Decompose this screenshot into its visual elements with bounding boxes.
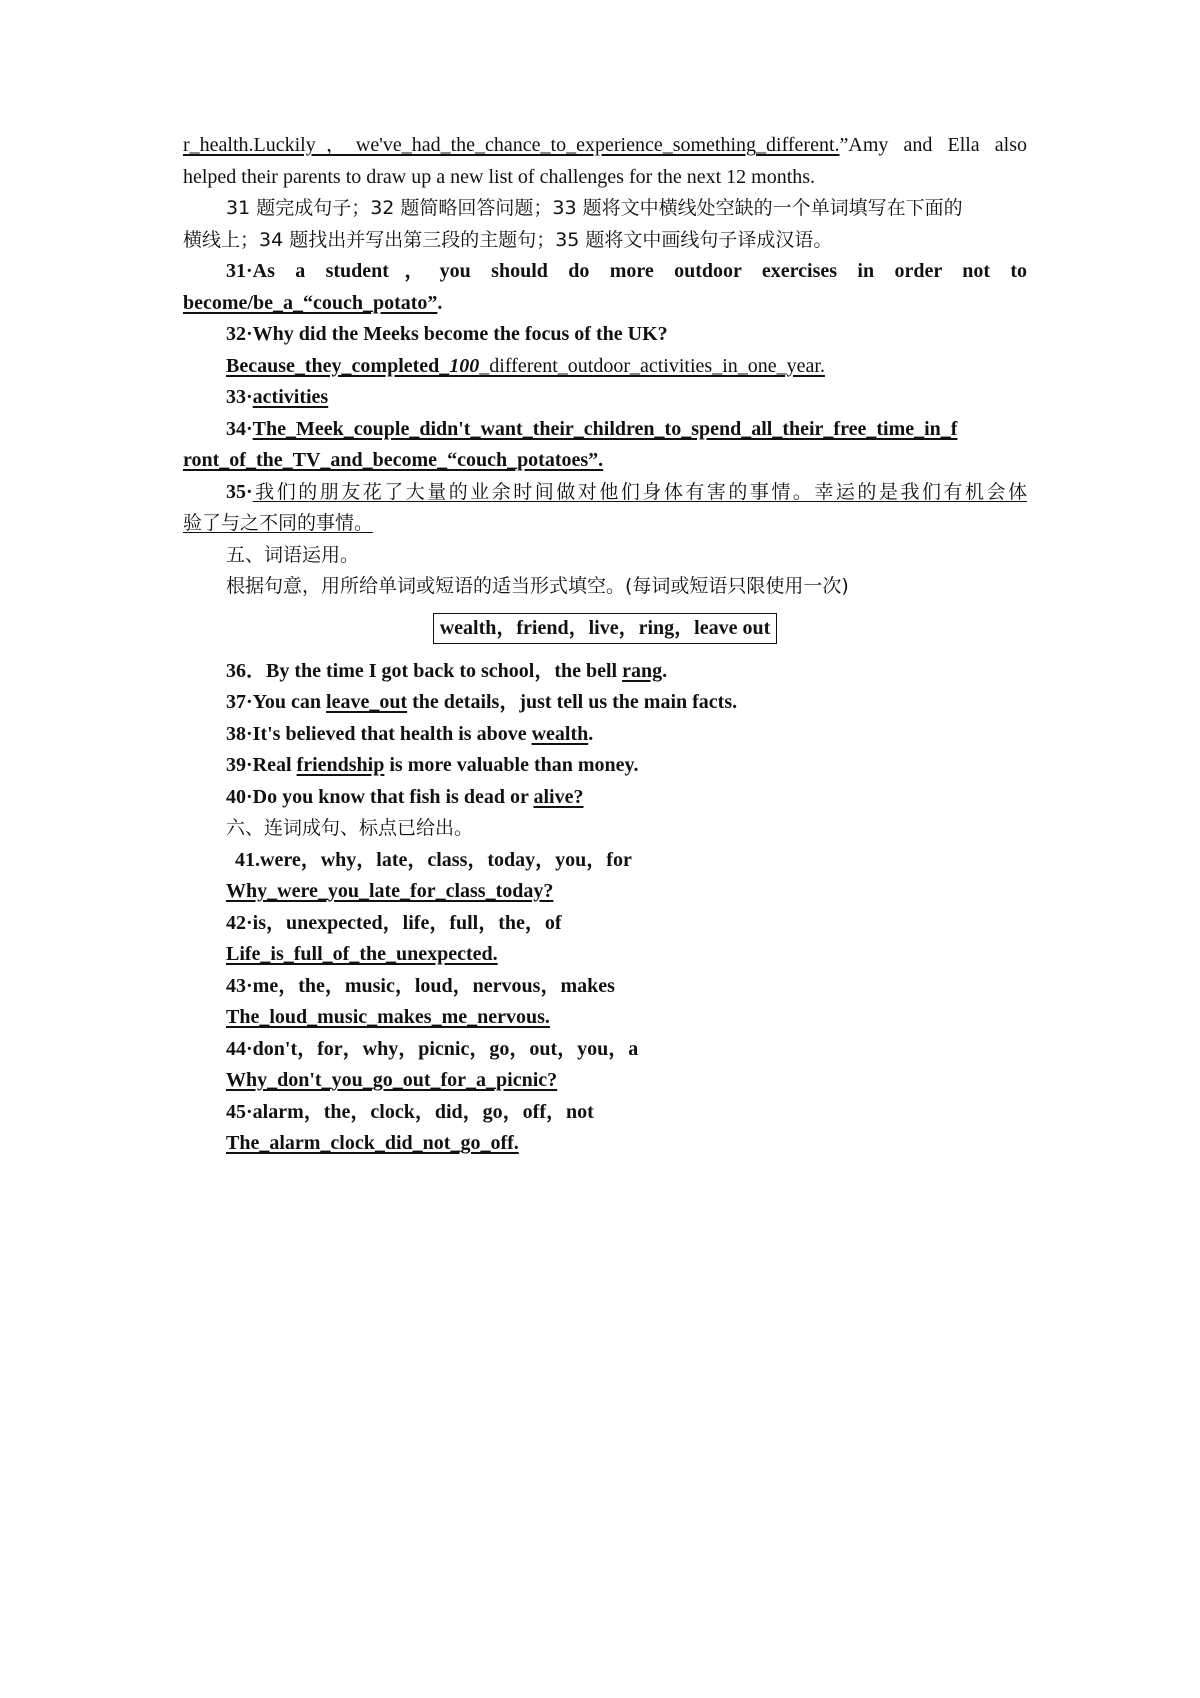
q31-tail: . [437, 291, 443, 314]
q31-answer-line [183, 288, 1027, 320]
q45-words: 45·alarm，the，clock，did，go，off，not [226, 1100, 594, 1123]
q32-answer-start: Because_they_completed_ [226, 354, 450, 377]
instructions-line-2: 横线上；34 题找出并写出第三段的主题句；35 题将文中画线句子译成汉语。 [183, 228, 833, 251]
section6-title: 六、连词成句、标点已给出。 [226, 817, 474, 839]
q35-answer-part-2: 验了与之不同的事情。 [183, 512, 374, 534]
q40 [183, 782, 1027, 814]
q36-text: 36．By the time I got back to school，the bell [226, 659, 623, 682]
q41-answer: Why_were_you_late_for_class_today? [226, 880, 554, 902]
q38-answer: wealth [531, 722, 589, 745]
passage-line-1-tail: ”Amy and Ella also [839, 134, 1027, 156]
q31-answer: become/be_a_“couch_potato” [183, 291, 438, 314]
q39-tail: is more valuable than money. [384, 754, 639, 776]
q32-question: 32·Why did the Meeks become the focus of the UK? [226, 323, 668, 345]
q45-answer: The_alarm_clock_did_not_go_off. [226, 1132, 519, 1154]
q31-sentence: 31·As a student，you should do more outdoor exercises in order not to [226, 260, 1027, 282]
q43-words: 43·me，the，music，loud，nervous，makes [226, 974, 615, 997]
q36-answer: rang [622, 659, 663, 682]
q44-words: 44·don't，for，why，picnic，go，out，you，a [226, 1037, 639, 1060]
q36-tail: . [662, 659, 668, 682]
instructions-line-1: 31 题完成句子；32 题简略回答问题；33 题将文中横线处空缺的一个单词填写在下面的 [226, 197, 963, 219]
q35-label: 35· [226, 480, 253, 503]
q34-answer-part-2: ront_of_the_TV_and_become_“couch_potatoes”. [183, 449, 604, 471]
q40-answer: alive? [533, 785, 584, 808]
q32-answer [183, 351, 1027, 383]
q36 [183, 656, 1027, 688]
q34-line-1 [183, 414, 1027, 446]
q42-words: 42·is，unexpected，life，full，the，of [226, 911, 562, 934]
q34-answer-part-1: The_Meek_couple_didn't_want_their_children_to_spend_all_their_free_time_in_f [252, 417, 958, 440]
q41-words: 41.were，why，late，class，today，you，for [235, 848, 632, 871]
q42-answer: Life_is_full_of_the_unexpected. [226, 943, 498, 965]
passage-line-1 [183, 130, 1027, 162]
q38 [183, 719, 1027, 751]
passage-line-2: helped their parents to draw up a new list of challenges for the next 12 months. [183, 165, 816, 188]
q33 [183, 382, 1027, 414]
q43-answer: The_loud_music_makes_me_nervous. [226, 1006, 550, 1028]
q33-label: 33· [226, 386, 253, 408]
q40-text: 40·Do you know that fish is dead or [226, 785, 534, 808]
q32-answer-rest: _different_outdoor_activities_in_one_year. [479, 354, 825, 377]
word-box: wealth，friend，live，ring，leave out [433, 613, 778, 644]
q44-answer: Why_don't_you_go_out_for_a_picnic? [226, 1069, 558, 1091]
q37-text: 37·You can [226, 691, 327, 713]
q37 [183, 687, 1027, 719]
q34-label: 34· [226, 417, 253, 440]
word-box-row [183, 613, 1027, 644]
section5-instruction: 根据句意，用所给单词或短语的适当形式填空。(每词或短语只限使用一次) [226, 575, 849, 597]
q37-tail: the details，just tell us the main facts. [407, 691, 738, 713]
q33-answer: activities [252, 386, 329, 408]
section5-title: 五、词语运用。 [226, 543, 360, 566]
q35-answer-part-1: 我们的朋友花了大量的业余时间做对他们身体有害的事情。幸运的是我们有机会体 [252, 480, 1027, 503]
q39 [183, 750, 1027, 782]
q39-answer: friendship [296, 754, 385, 776]
q32-answer-number: 100 [449, 354, 480, 377]
q38-text: 38·It's believed that health is above [226, 722, 532, 745]
q38-tail: . [588, 722, 594, 745]
passage-underlined-sentence: r_health.Luckily，we've_had_the_chance_to_experience_something_different. [183, 134, 840, 156]
worksheet-page [183, 130, 1027, 1160]
q39-text: 39·Real [226, 754, 297, 776]
q37-answer: leave_out [326, 691, 408, 713]
q35-line-1 [183, 477, 1027, 509]
